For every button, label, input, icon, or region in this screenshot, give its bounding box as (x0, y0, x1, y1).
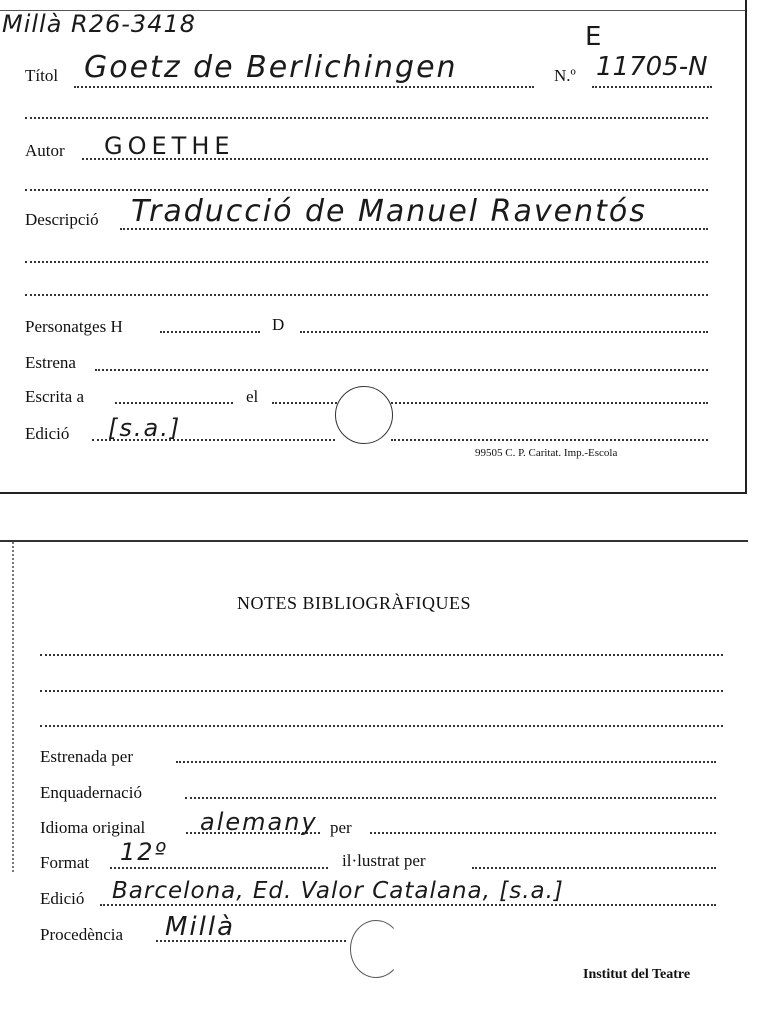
punch-hole (335, 386, 393, 444)
illustrat-label: il·lustrat per (342, 851, 426, 870)
autor-value: GOETHE (104, 132, 235, 160)
notes-line-3 (40, 725, 723, 727)
printer-imprint: 99505 C. P. Caritat. Imp.-Escola (475, 447, 618, 459)
notes-heading: NOTES BIBLIOGRÀFIQUES (237, 593, 472, 613)
top-note: Millà R26-3418 (2, 10, 196, 38)
estrenada-label: Estrenada per (40, 747, 133, 766)
num-value: 11705-N (596, 52, 708, 82)
back-edicio-value: Barcelona, Ed. Valor Catalana, [s.a.] (112, 878, 564, 904)
num-line (592, 86, 712, 88)
idioma-label: Idioma original (40, 818, 146, 837)
el-label: el (246, 387, 259, 406)
edicio-line-2 (391, 439, 708, 441)
back-edicio-line (100, 904, 716, 906)
escrita-label: Escrita a (25, 387, 84, 406)
personatges-label: Personatges H (25, 317, 123, 336)
blank-line-2 (25, 189, 708, 191)
num-label: N.º (554, 66, 576, 85)
idioma-value: alemany (200, 808, 318, 836)
blank-line-4 (25, 294, 708, 296)
format-label: Format (40, 853, 90, 872)
enquadernacio-label: Enquadernació (40, 783, 142, 802)
enquadernacio-line (185, 797, 716, 799)
titol-label: Títol (25, 66, 59, 85)
descripcio-label: Descripció (25, 210, 99, 229)
edicio-label: Edició (25, 424, 70, 443)
card-left-edge (12, 542, 14, 872)
format-value: 12º (120, 838, 168, 866)
catalog-card-front (0, 0, 747, 494)
escrita-line (115, 402, 233, 404)
edicio-value: [s.a.] (108, 414, 182, 442)
procedencia-value: Millà (165, 912, 236, 942)
idioma-per-label: per (330, 818, 352, 837)
descripcio-value: Traducció de Manuel Raventós (131, 194, 647, 229)
autor-label: Autor (25, 141, 65, 160)
idioma-per-line (370, 832, 716, 834)
blank-line-1 (25, 117, 708, 119)
estrena-label: Estrena (25, 353, 76, 372)
blank-line-3 (25, 261, 708, 263)
notes-line-2 (40, 690, 723, 692)
notes-line-1 (40, 654, 723, 656)
illustrat-line (472, 867, 716, 869)
personatges-h-line (160, 331, 260, 333)
procedencia-label: Procedència (40, 925, 124, 944)
catalog-card-back (0, 540, 748, 1030)
estrena-line (95, 369, 708, 371)
institution-name: Institut del Teatre (583, 967, 691, 982)
back-edicio-label: Edició (40, 889, 85, 908)
format-line (110, 867, 328, 869)
titol-line (74, 86, 534, 88)
estrenada-line (176, 761, 716, 763)
personatges-d-line (300, 331, 708, 333)
personatges-d-label: D (272, 315, 285, 334)
punch-hole-back (350, 920, 402, 978)
num-letter: E (585, 22, 604, 52)
titol-value: Goetz de Berlichingen (84, 50, 458, 85)
